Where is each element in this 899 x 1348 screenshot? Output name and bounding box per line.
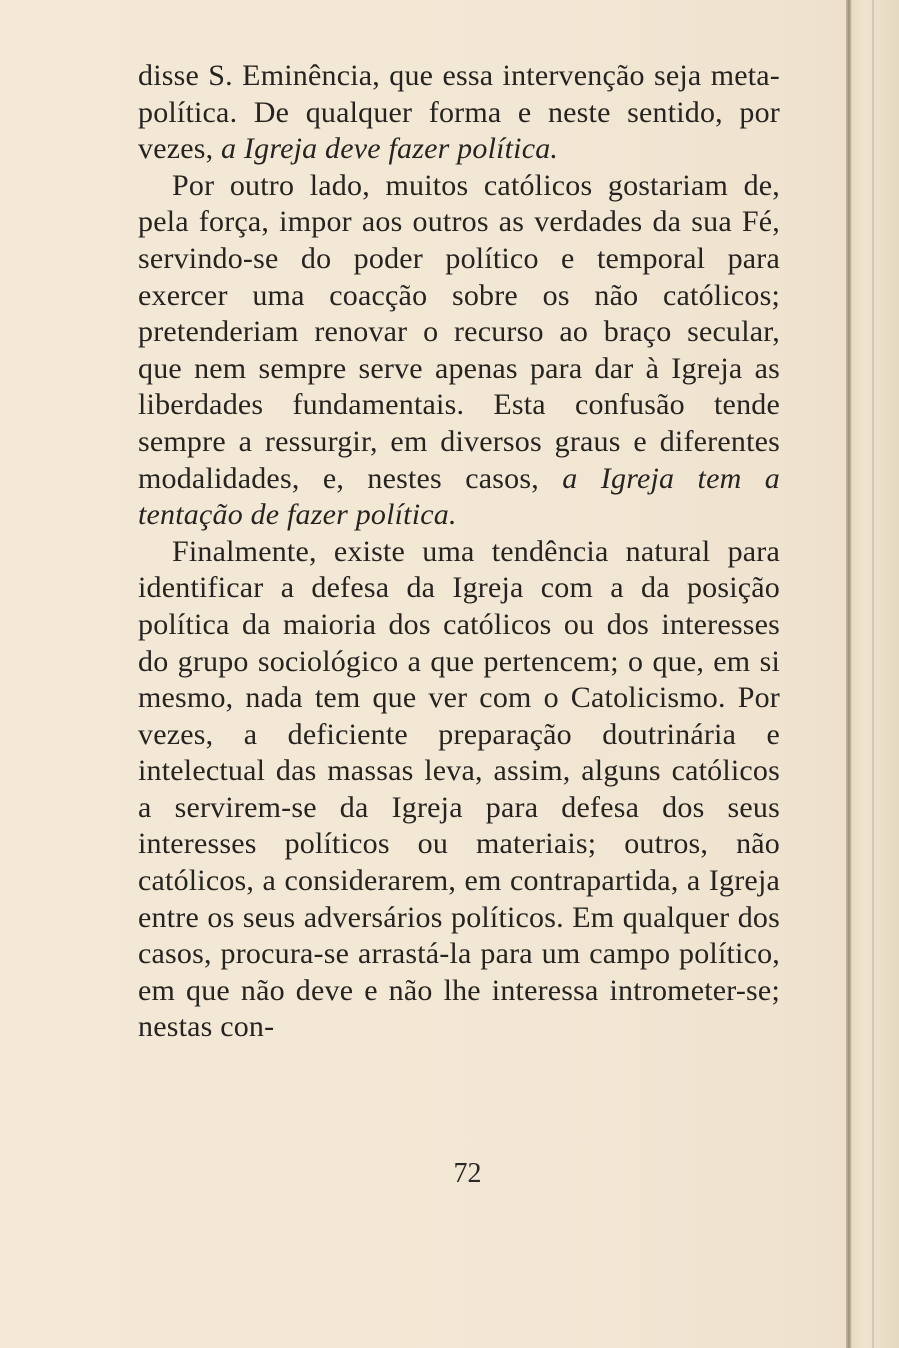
paragraph-2 <box>138 168 780 534</box>
paragraph-2-text: Por outro lado, muitos católicos gostariam de, pela força, impor aos outros as verdades da sua Fé, servindo-se do poder político e temporal para exercer uma coacção sobre os não católicos; pretenderiam renovar o recurso ao braço secular, que nem sempre serve apenas para dar à Igreja as liberdades fundamentais. Esta confusão tende sempre a ressurgir, em diversos graus e diferentes modalidades, e, nestes casos, <box>138 168 780 495</box>
paragraph-1-italic: a Igreja deve fazer política. <box>221 132 559 166</box>
paragraph-1 <box>138 58 780 168</box>
page-edge <box>872 0 874 1348</box>
body-text <box>138 58 780 1046</box>
paragraph-3-text: Finalmente, existe uma tendência natural para identificar a defesa da Igreja com a da posição política da maioria dos católicos ou dos interesses do grupo sociológico a que pertencem; o que, em si mesmo, nada tem que ver com o Catolicismo. Por vezes, a deficiente preparação doutrinária e intelectual das massas leva, assim, alguns católicos a servirem-se da Igreja para defesa dos seus interesses políticos ou materiais; outros, não católicos, a considerarem, em contrapartida, a Igreja entre os seus adversários políticos. Em qualquer dos casos, procura-se arrastá-la para um campo político, em que não deve e não lhe interessa intrometer-se; nestas con- <box>138 534 780 1044</box>
paragraph-3 <box>138 534 780 1046</box>
paragraph-2-italic: a Igreja tem a tentação de fazer política. <box>138 461 780 532</box>
page-number: 72 <box>453 1158 482 1189</box>
paragraph-1-text: disse S. Eminência, que essa intervenção seja meta-política. De qualquer forma e neste sentido, por vezes, <box>138 59 780 166</box>
